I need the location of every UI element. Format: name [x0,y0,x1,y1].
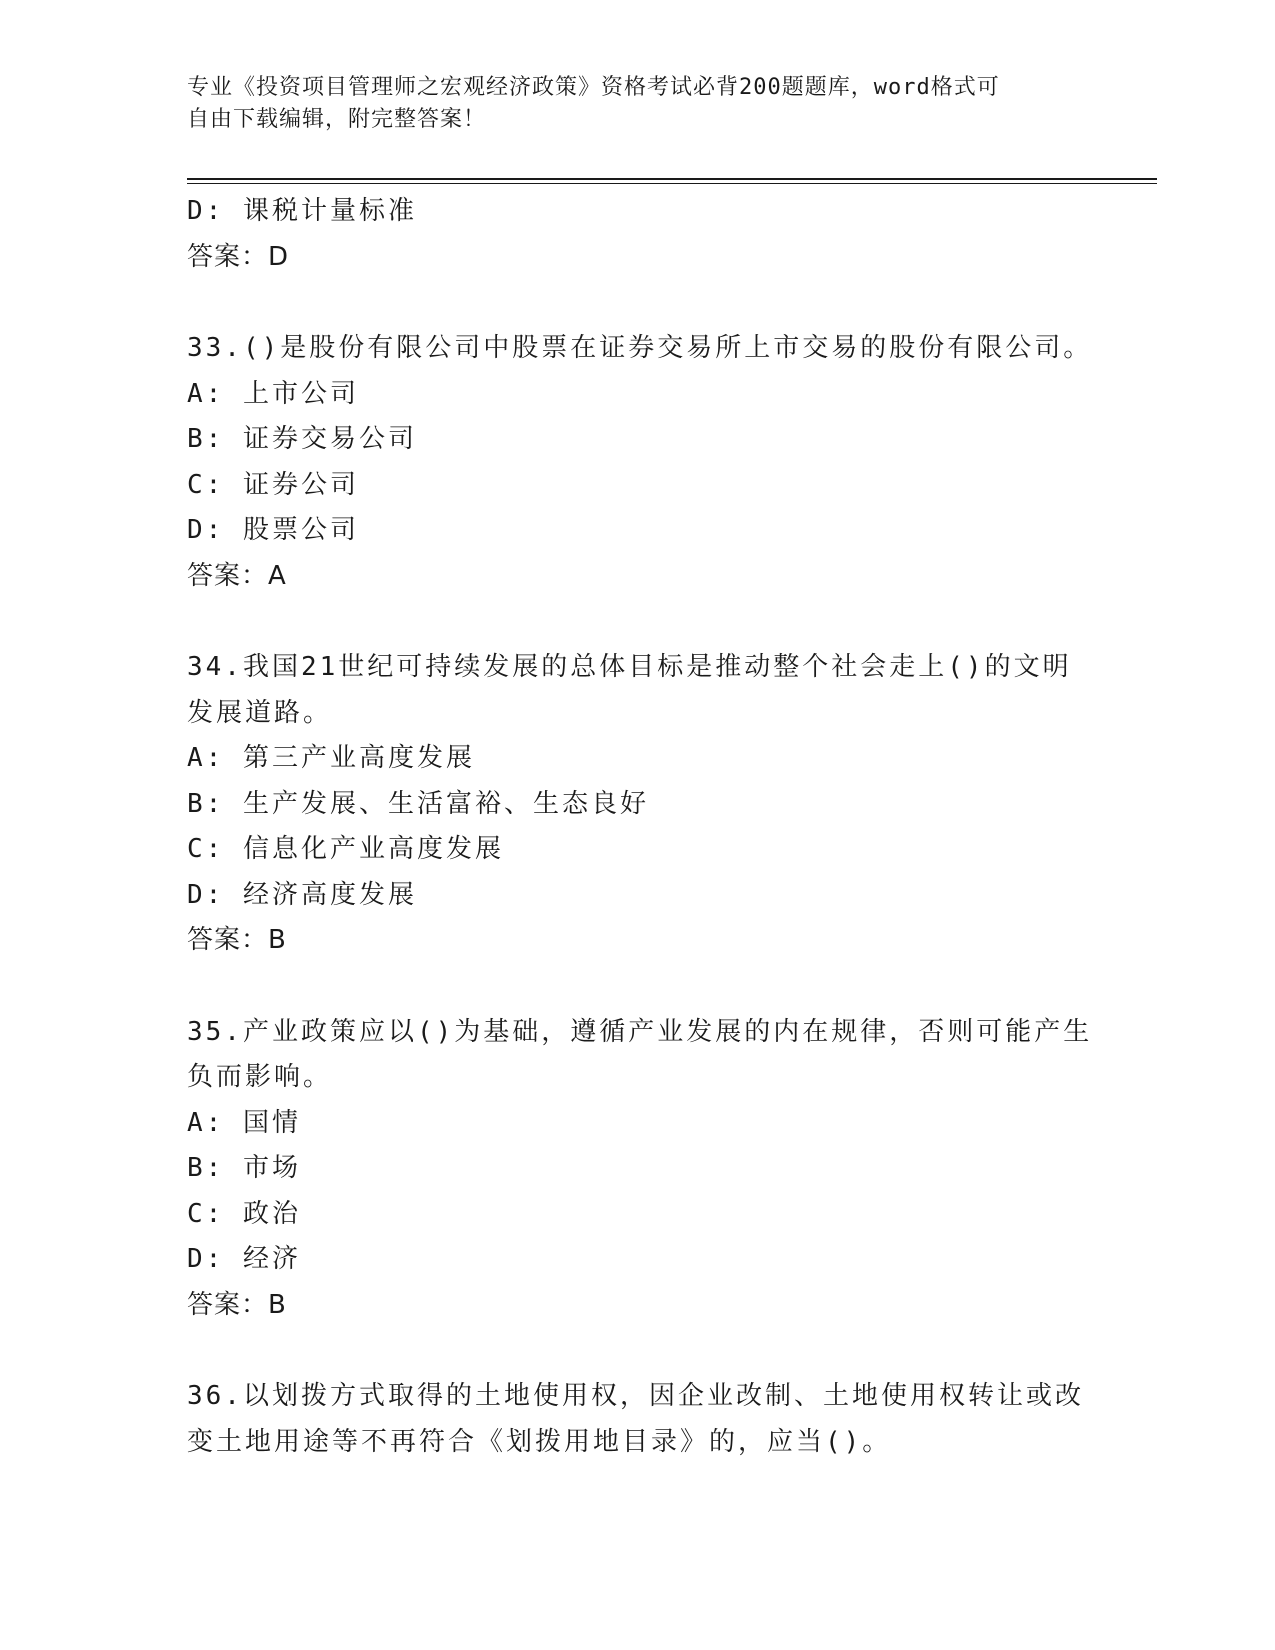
q35-stem-line-1: 35.产业政策应以()为基础，遵循产业发展的内在规律，否则可能产生 [187,1016,1093,1047]
prev-answer: 答案：D [187,241,290,272]
q33-answer: 答案：A [187,560,287,591]
q33-stem: 33.()是股份有限公司中股票在证券交易所上市交易的股份有限公司。 [187,333,1093,363]
q34-option-d: D: 经济高度发展 [187,879,417,910]
q34-option-c: C: 信息化产业高度发展 [187,834,504,864]
q35-answer: 答案：B [187,1289,287,1320]
question-list [187,189,1093,1465]
header-divider-thick [187,178,1157,180]
question-gap [187,280,1087,326]
q36-stem-line-2: 变土地用途等不再符合《划拨用地目录》的，应当()。 [187,1426,892,1457]
header-line-1: 专业《投资项目管理师之宏观经济政策》资格考试必背200题题库，word格式可 [187,75,1000,100]
question-gap [187,1328,1087,1374]
q35-stem-line-2: 负而影响。 [187,1062,333,1092]
q34-stem-line-1: 34.我国21世纪可持续发展的总体目标是推动整个社会走上()的文明 [187,652,1072,682]
question-gap [187,599,1087,645]
header-divider-thin [187,183,1157,184]
question-gap [187,964,1087,1010]
document-header [187,72,1067,136]
q35-option-b: B: 市场 [187,1153,301,1183]
q33-option-b: B: 证券交易公司 [187,424,417,454]
q33-option-d: D: 股票公司 [187,515,359,545]
q34-answer: 答案：B [187,925,287,955]
q33-option-a: A: 上市公司 [187,378,359,409]
header-line-2: 自由下载编辑，附完整答案！ [187,107,487,132]
q35-option-c: C: 政治 [187,1198,301,1229]
q35-option-d: D: 经济 [187,1244,301,1274]
q35-option-a: A: 国情 [187,1107,301,1138]
q36-stem-line-1: 36.以划拨方式取得的土地使用权，因企业改制、土地使用权转让或改 [187,1381,1084,1411]
q33-option-c: C: 证券公司 [187,469,359,500]
prev-option-d: D: 课税计量标准 [187,196,417,226]
q34-option-a: A: 第三产业高度发展 [187,743,475,773]
q34-option-b: B: 生产发展、生活富裕、生态良好 [187,788,649,819]
q34-stem-line-2: 发展道路。 [187,697,333,728]
